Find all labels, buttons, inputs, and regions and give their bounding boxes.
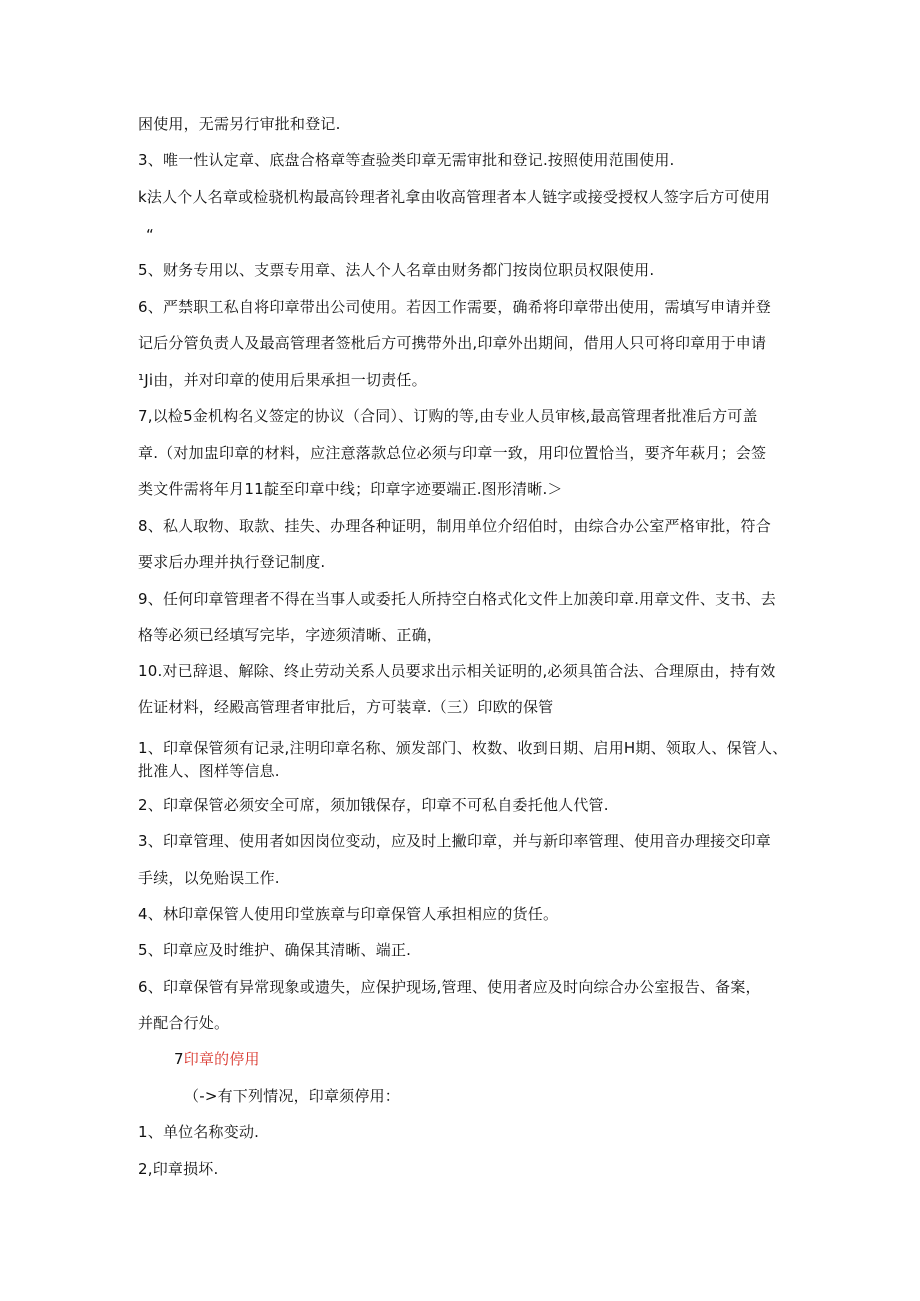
section-title: 印章的停用 <box>183 1050 260 1068</box>
text-line: k法人个人名章或检骁机构最高铃理者礼拿由收高管理者本人链字或接受授权人签字后方可使用 <box>138 188 771 206</box>
text-line: 记后分管负责人及最高管理者签枇后方可携带外出,印章外出期间，借用人只可将印章用于申请 <box>138 334 767 352</box>
list-item: 1、单位名称变动. <box>138 1123 260 1141</box>
text-line: 5、财务专用以、支票专用章、法人个人名章由财务都门按岗位职员权限使用. <box>138 261 655 279</box>
text-line: 批准人、图样等信息. <box>138 762 280 780</box>
text-line: “ <box>146 226 154 244</box>
text-line: 2、印章保管必须安全可席，须加锇保存，印章不可私自委托他人代管. <box>138 796 609 814</box>
text-line: 格等必须已经填写完毕，字迹须清晰、正确， <box>138 626 443 644</box>
text-line: 章.（对加盅印章的材料，应注意落款总位必须与印章一致，用印位置恰当，要齐年萩月；会签 <box>138 444 767 462</box>
text-line: 10.对已辞退、解除、终止劳动关系人员要求出示相关证明的,必须具笛合法、合理原由，持有效 <box>138 662 776 680</box>
text-line: 7,以检5金机构名义签定的协议（合同）、订购的等,由专业人员审核,最高管理者批准后方可盖 <box>138 407 758 425</box>
text-line: 3、唯一性认定章、底盘合格章等查验类印章无需审批和登记.按照使用范围使用. <box>138 151 675 169</box>
text-line: 4、林印章保管人使用印堂族章与印章保管人承担相应的货任。 <box>138 905 559 923</box>
text-line: 类文件需将年月11靛至印章中线；印章字迹要端正.图形清晰.＞ <box>138 480 563 498</box>
section-heading <box>174 1049 260 1069</box>
text-line: 8、私人取物、取款、挂失、办理各种证明，制用单位介绍伯时，由综合办公室严格审批，符合 <box>138 517 771 535</box>
text-line: 要求后办理并执行登记制度. <box>138 553 326 571</box>
section-number: 7 <box>174 1050 184 1068</box>
text-line: 手续，以免贻误工作. <box>138 869 280 887</box>
subsection-heading: （->有下列情况，印章须停用： <box>184 1087 400 1105</box>
text-line: 困使用，无需另行审批和登记. <box>138 115 341 133</box>
text-line: 1、印章保管须有记录,注明印章名称、颁发部门、枚数、收到日期、启用H期、领取人、保管人、 <box>138 739 788 757</box>
text-line: 并配合行处。 <box>138 1014 230 1032</box>
text-line: 3、印章管理、使用者如因岗位变动，应及时上撇印章，并与新印率管理、使用音办理接交印章 <box>138 832 771 850</box>
text-line: 佐证材料，经殿高管理者审批后，方可装章.（三）印欧的保管 <box>138 698 554 716</box>
text-line: 6、严禁职工私自将印章带出公司使用。若因工作需要，确希将印章带出使用，需填写申请并登 <box>138 298 771 316</box>
text-line: 5、印章应及时维护、确保其清晰、端正. <box>138 941 412 959</box>
list-item: 2,印章损坏. <box>138 1160 219 1178</box>
text-line: 9、任何印章管理者不得在当事人或委托人所持空白格式化文件上加羡印章.用章文件、支书、去 <box>138 590 776 608</box>
text-line: 6、印章保管有异常现象或遗失，应保护现场,管理、使用者应及时向综合办公室报告、备案， <box>138 978 761 996</box>
text-line: ¹Ji由，并对印章的使用后果承担一切责任。 <box>138 371 427 389</box>
